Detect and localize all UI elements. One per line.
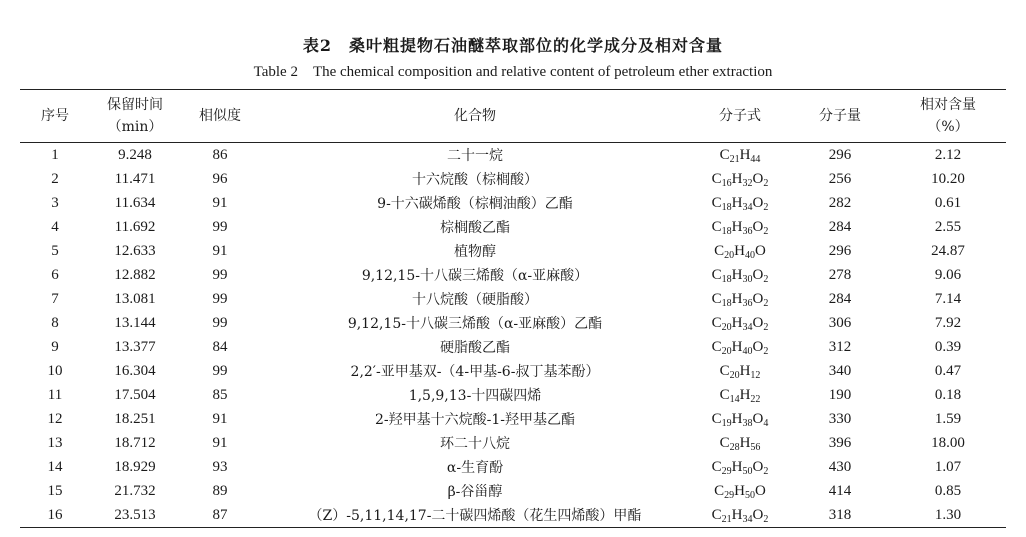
- formula-subscript: 22: [750, 393, 761, 405]
- formula-element: C: [719, 146, 730, 163]
- cell-no: 1: [51, 146, 59, 163]
- cell-no: 10: [47, 362, 63, 379]
- cell-compound: 硬脂酸乙酯: [440, 340, 510, 356]
- cell-retention-time: 12.633: [114, 242, 156, 259]
- formula-subscript: 20: [724, 249, 735, 261]
- header-compound: 化合物: [454, 108, 496, 124]
- formula-element: H: [731, 458, 743, 475]
- cell-molecular-weight: 312: [828, 338, 852, 355]
- formula-subscript: 16: [721, 177, 732, 189]
- cell-molecular-weight: 318: [828, 506, 852, 523]
- cell-retention-time: 13.377: [114, 338, 156, 355]
- cell-similarity: 99: [212, 266, 228, 283]
- formula-subscript: 4: [763, 417, 769, 429]
- formula-subscript: 34: [742, 201, 753, 213]
- cell-relative-content: 1.59: [934, 410, 962, 427]
- cell-similarity: 91: [212, 242, 228, 259]
- formula-subscript: 36: [742, 225, 753, 237]
- formula-subscript: 28: [729, 441, 740, 453]
- cell-molecular-weight: 284: [828, 218, 852, 235]
- table-row: [20, 215, 1006, 239]
- header-no: 序号: [41, 108, 69, 124]
- cell-retention-time: 11.692: [114, 218, 156, 235]
- formula-element: C: [711, 290, 722, 307]
- cell-similarity: 99: [212, 290, 228, 307]
- cell-relative-content: 10.20: [931, 170, 965, 187]
- formula-subscript: 20: [721, 321, 732, 333]
- formula-subscript: 14: [729, 393, 740, 405]
- header-row: [20, 90, 1006, 143]
- formula-subscript: 2: [763, 513, 769, 525]
- formula-element: C: [711, 170, 722, 187]
- cell-compound: 2-羟甲基十六烷酸-1-羟甲基乙酯: [374, 412, 575, 428]
- cell-no: 12: [47, 410, 63, 427]
- formula-element: C: [719, 434, 730, 451]
- formula-element: C: [711, 338, 722, 355]
- cell-retention-time: 23.513: [114, 506, 156, 523]
- cell-no: 9: [51, 338, 59, 355]
- formula-subscript: 50: [742, 465, 753, 477]
- cell-retention-time: 13.144: [114, 314, 156, 331]
- formula-element: C: [711, 506, 722, 523]
- formula-element: O: [752, 506, 764, 523]
- formula-subscript: 29: [724, 489, 735, 501]
- cell-no: 16: [47, 506, 63, 523]
- table-row: [20, 335, 1006, 359]
- cell-compound: 环二十八烷: [440, 436, 510, 452]
- formula-element: H: [734, 242, 745, 259]
- cell-relative-content: 7.14: [934, 290, 962, 307]
- cell-formula: [690, 479, 790, 503]
- cell-formula: [690, 335, 790, 359]
- cell-compound: 2,2′-亚甲基双-（4-甲基-6-叔丁基苯酚）: [350, 364, 600, 380]
- formula-element: H: [739, 434, 751, 451]
- cell-retention-time: 21.732: [114, 482, 156, 499]
- formula-subscript: 30: [742, 273, 753, 285]
- cell-compound: 二十一烷: [447, 148, 503, 164]
- formula-element: C: [711, 218, 722, 235]
- table-row: [20, 311, 1006, 335]
- table-row: [20, 239, 1006, 263]
- table-row: [20, 263, 1006, 287]
- cell-compound: 1,5,9,13-十四碳四烯: [408, 388, 542, 404]
- formula-element: O: [752, 458, 764, 475]
- formula-element: O: [752, 170, 764, 187]
- formula-element: H: [731, 314, 743, 331]
- cell-similarity: 99: [212, 218, 228, 235]
- cell-similarity: 86: [212, 146, 228, 163]
- formula-element: H: [731, 290, 743, 307]
- formula-subscript: 18: [721, 297, 732, 309]
- cell-molecular-weight: 296: [828, 146, 852, 163]
- formula-element: O: [752, 290, 764, 307]
- cell-molecular-weight: 256: [828, 170, 852, 187]
- cell-relative-content: 1.30: [934, 506, 962, 523]
- formula-element: H: [731, 194, 743, 211]
- cell-compound: 十八烷酸（硬脂酸）: [412, 292, 538, 308]
- formula-subscript: 21: [721, 513, 732, 525]
- header-formula: 分子式: [719, 108, 761, 124]
- table-row: [20, 167, 1006, 191]
- cell-similarity: 91: [212, 410, 228, 427]
- cell-retention-time: 17.504: [114, 386, 156, 403]
- cell-formula: [690, 215, 790, 239]
- table-title-cn: 表2 桑叶粗提物石油醚萃取部位的化学成分及相对含量: [302, 36, 724, 55]
- cell-relative-content: 7.92: [934, 314, 962, 331]
- cell-formula: [690, 311, 790, 335]
- cell-molecular-weight: 284: [828, 290, 852, 307]
- cell-retention-time: 11.634: [114, 194, 156, 211]
- formula-element: H: [731, 338, 743, 355]
- cell-relative-content: 2.55: [934, 218, 962, 235]
- cell-no: 8: [51, 314, 59, 331]
- cell-retention-time: 12.882: [114, 266, 156, 283]
- formula-element: C: [711, 458, 722, 475]
- formula-element: O: [752, 314, 764, 331]
- cell-molecular-weight: 296: [828, 242, 852, 259]
- formula-element: H: [731, 218, 743, 235]
- cell-compound: α-生育酚: [446, 460, 504, 476]
- formula-subscript: 2: [763, 273, 769, 285]
- cell-relative-content: 18.00: [931, 434, 965, 451]
- formula-element: H: [731, 410, 743, 427]
- cell-similarity: 99: [212, 314, 228, 331]
- cell-formula: [690, 359, 790, 383]
- formula-subscript: 36: [742, 297, 753, 309]
- table-row: [20, 407, 1006, 431]
- formula-element: O: [755, 242, 766, 259]
- formula-subscript: 44: [750, 153, 761, 165]
- formula-element: C: [719, 362, 730, 379]
- formula-subscript: 34: [742, 321, 753, 333]
- formula-subscript: 18: [721, 225, 732, 237]
- formula-element: O: [752, 194, 764, 211]
- cell-similarity: 84: [212, 338, 228, 355]
- cell-relative-content: 1.07: [934, 458, 962, 475]
- cell-formula: [690, 143, 790, 168]
- table-row: [20, 191, 1006, 215]
- table-row: [20, 383, 1006, 407]
- cell-compound: 9,12,15-十八碳三烯酸（α-亚麻酸）: [361, 268, 589, 284]
- formula-element: C: [711, 194, 722, 211]
- cell-formula: [690, 239, 790, 263]
- cell-compound: 十六烷酸（棕榈酸）: [412, 172, 538, 188]
- formula-element: C: [711, 410, 722, 427]
- cell-relative-content: 0.61: [934, 194, 962, 211]
- formula-subscript: 38: [742, 417, 753, 429]
- cell-similarity: 85: [212, 386, 228, 403]
- formula-element: C: [711, 266, 722, 283]
- cell-no: 6: [51, 266, 59, 283]
- table-row: [20, 479, 1006, 503]
- formula-element: H: [739, 386, 751, 403]
- formula-element: H: [731, 506, 743, 523]
- formula-subscript: 2: [763, 225, 769, 237]
- formula-element: H: [731, 170, 743, 187]
- header-rt-line1: 保留时间: [107, 97, 163, 113]
- cell-formula: [690, 167, 790, 191]
- formula-element: H: [739, 146, 751, 163]
- table-row: [20, 143, 1006, 168]
- formula-subscript: 32: [742, 177, 753, 189]
- formula-subscript: 19: [721, 417, 732, 429]
- cell-relative-content: 2.12: [934, 146, 962, 163]
- formula-subscript: 40: [742, 345, 753, 357]
- cell-similarity: 91: [212, 434, 228, 451]
- cell-molecular-weight: 278: [828, 266, 852, 283]
- table-row: [20, 455, 1006, 479]
- table-row: [20, 287, 1006, 311]
- cell-molecular-weight: 282: [828, 194, 852, 211]
- cell-no: 15: [47, 482, 63, 499]
- formula-subscript: 2: [763, 345, 769, 357]
- cell-relative-content: 9.06: [934, 266, 962, 283]
- formula-element: O: [752, 266, 764, 283]
- cell-no: 14: [47, 458, 63, 475]
- formula-element: H: [731, 266, 743, 283]
- formula-element: C: [711, 314, 722, 331]
- table-title-en: Table 2 The chemical composition and relative content of petroleum ether extraction: [253, 64, 773, 80]
- table-body: [20, 143, 1006, 528]
- formula-subscript: 2: [763, 177, 769, 189]
- cell-molecular-weight: 330: [828, 410, 852, 427]
- formula-subscript: 50: [745, 489, 755, 501]
- cell-formula: [690, 455, 790, 479]
- cell-formula: [690, 191, 790, 215]
- cell-similarity: 91: [212, 194, 228, 211]
- formula-element: O: [752, 410, 764, 427]
- cell-formula: [690, 287, 790, 311]
- cell-retention-time: 13.081: [114, 290, 156, 307]
- cell-similarity: 99: [212, 362, 228, 379]
- cell-compound: 棕榈酸乙酯: [440, 220, 510, 236]
- cell-relative-content: 0.47: [934, 362, 962, 379]
- cell-molecular-weight: 414: [828, 482, 852, 499]
- cell-no: 7: [51, 290, 59, 307]
- composition-table: [20, 89, 1006, 528]
- cell-similarity: 89: [212, 482, 228, 499]
- formula-subscript: 2: [763, 465, 769, 477]
- formula-element: O: [752, 218, 764, 235]
- table-row: [20, 503, 1006, 528]
- formula-subscript: 12: [750, 369, 761, 381]
- formula-subscript: 2: [763, 321, 769, 333]
- formula-element: C: [714, 482, 725, 499]
- header-rel-line1: 相对含量: [920, 97, 976, 113]
- formula-subscript: 40: [745, 249, 755, 261]
- formula-subscript: 20: [729, 369, 740, 381]
- cell-molecular-weight: 190: [828, 386, 852, 403]
- cell-no: 13: [47, 434, 63, 451]
- formula-element: H: [739, 362, 751, 379]
- formula-subscript: 20: [721, 345, 732, 357]
- cell-molecular-weight: 306: [828, 314, 852, 331]
- cell-molecular-weight: 396: [828, 434, 852, 451]
- cell-molecular-weight: 430: [828, 458, 852, 475]
- cell-compound: 植物醇: [454, 244, 496, 260]
- cell-retention-time: 18.929: [114, 458, 156, 475]
- cell-retention-time: 9.248: [118, 146, 152, 163]
- cell-compound: 9,12,15-十八碳三烯酸（α-亚麻酸）乙酯: [347, 316, 603, 332]
- cell-formula: [690, 383, 790, 407]
- cell-formula: [690, 431, 790, 455]
- cell-relative-content: 0.18: [934, 386, 962, 403]
- cell-relative-content: 0.85: [934, 482, 962, 499]
- cell-relative-content: 24.87: [931, 242, 965, 259]
- cell-formula: [690, 407, 790, 431]
- formula-subscript: 34: [742, 513, 753, 525]
- formula-element: C: [714, 242, 725, 259]
- cell-no: 4: [51, 218, 59, 235]
- cell-compound: 9-十六碳烯酸（棕榈油酸）乙酯: [377, 196, 573, 212]
- header-retention-time: [90, 90, 180, 143]
- formula-element: O: [755, 482, 766, 499]
- cell-retention-time: 11.471: [114, 170, 156, 187]
- cell-formula: [690, 503, 790, 528]
- cell-retention-time: 18.251: [114, 410, 156, 427]
- formula-element: H: [734, 482, 745, 499]
- cell-similarity: 93: [212, 458, 228, 475]
- cell-molecular-weight: 340: [828, 362, 852, 379]
- cell-compound: （Z）-5,11,14,17-二十碳四烯酸（花生四烯酸）甲酯: [308, 508, 642, 524]
- formula-element: C: [719, 386, 730, 403]
- formula-subscript: 18: [721, 201, 732, 213]
- cell-formula: [690, 263, 790, 287]
- formula-subscript: 2: [763, 297, 769, 309]
- header-relative-content: [890, 90, 1006, 143]
- cell-similarity: 87: [212, 506, 228, 523]
- header-rt-line2: （min）: [107, 119, 163, 135]
- formula-subscript: 56: [750, 441, 761, 453]
- formula-subscript: 29: [721, 465, 732, 477]
- cell-no: 2: [51, 170, 59, 187]
- header-rel-line2: （%）: [927, 119, 969, 135]
- cell-retention-time: 18.712: [114, 434, 156, 451]
- cell-no: 3: [51, 194, 59, 211]
- formula-subscript: 21: [729, 153, 740, 165]
- header-similarity: 相似度: [199, 108, 241, 124]
- header-molecular-weight: 分子量: [819, 108, 861, 124]
- formula-subscript: 2: [763, 201, 769, 213]
- cell-relative-content: 0.39: [934, 338, 962, 355]
- cell-retention-time: 16.304: [114, 362, 156, 379]
- cell-no: 5: [51, 242, 59, 259]
- cell-no: 11: [47, 386, 63, 403]
- cell-similarity: 96: [212, 170, 228, 187]
- formula-subscript: 18: [721, 273, 732, 285]
- table-row: [20, 359, 1006, 383]
- formula-element: O: [752, 338, 764, 355]
- table-row: [20, 431, 1006, 455]
- cell-compound: β-谷甾醇: [447, 484, 503, 500]
